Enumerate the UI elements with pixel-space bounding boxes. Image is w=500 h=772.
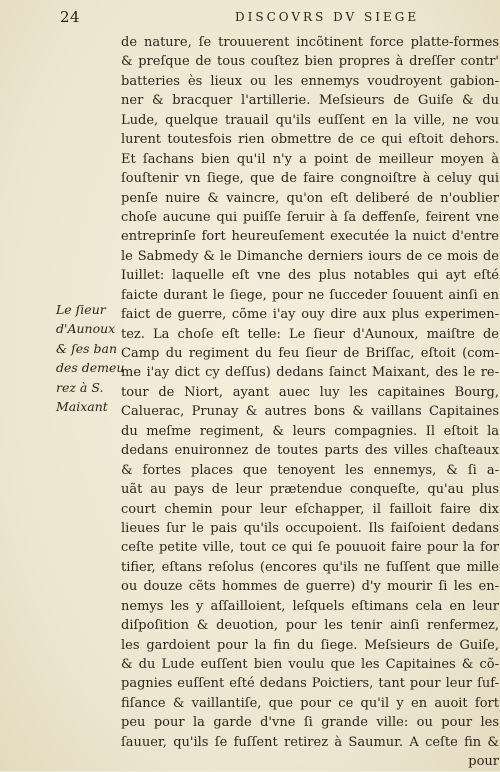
text-line: diſpoſition & deuotion, pour les tenir ainſi renfermez, (121, 618, 499, 634)
text-line: fiſance & vaillantiſe, que pour ce qu'il y en auoit fort (121, 695, 499, 711)
running-title: DISCOVRS DV SIEGE (235, 10, 420, 24)
text-line: lieues ſur le pais qu'ils occupoient. Ils faiſoient dedans (121, 520, 499, 536)
text-line: entreprinſe fort heureuſement executée la nuict d'entre (121, 229, 499, 245)
text-line: pour (468, 754, 499, 770)
text-line: Caluerac, Prunay & autres bons & vaillans Capitaines (121, 404, 499, 420)
text-line: lurent toutesfois rien obmettre de ce qui eſtoit dehors. (121, 132, 499, 148)
text-line: ner & bracquer l'artillerie. Meſsieurs de Guiſe & du (121, 93, 499, 109)
margin-note-line: & ſes ban (56, 340, 118, 356)
text-line: & preſque de tous couſtez bien propres à dreſſer contr' (121, 54, 499, 70)
margin-note-line: rez à S. (56, 379, 104, 395)
text-line: Et ſachans bien qu'il n'y a point de meilleur moyen à (121, 151, 499, 167)
text-line: tez. La choſe eſt telle: Le ſieur d'Aunoux, maiſtre de (121, 326, 499, 342)
margin-note-line: Le ſieur (56, 302, 106, 317)
text-line: tifier, eſtans reſolus (encores qu'ils ne fuſſent que mille (121, 559, 499, 575)
text-line: uãt au pays de leur prætendue conqueſte, qu'au plus (121, 482, 499, 498)
text-line: batteries ès lieux ou les ennemys voudroyent gabion- (121, 73, 499, 89)
text-line: Lude, quelque trauail qu'ils euſſent en la ville, ne vou (121, 112, 499, 128)
text-line: pagnies euſſent eſté dedans Poictiers, tant pour leur ſuf- (121, 676, 499, 692)
text-line: & du Lude euſſent bien voulu que les Capitaines & cõ- (121, 657, 499, 672)
page-header (60, 8, 500, 28)
margin-note-line: Maixant (56, 399, 108, 415)
margin-note-line: d'Aunoux (56, 321, 116, 337)
text-line: du meſme regiment, & leurs compagnies. Il eſtoit la (121, 423, 499, 439)
text-line: choſe aucune qui puiſſe ſeruir à ſa deffenſe, feirent vne (121, 209, 499, 225)
text-line: ceſte petite ville, tout ce qui ſe pouuoit faire pour la for (121, 540, 499, 556)
text-line: dedans enuironnez de toutes parts des villes chaſteaux (121, 443, 499, 459)
text-line: Camp du regiment du feu ſieur de Briſſac, eſtoit (com- (121, 346, 499, 361)
text-line: le Sabmedy & le Dimanche derniers iours de ce mois de (121, 248, 499, 264)
text-line: Iuillet: laquelle eſt vne des plus notables qui ayt eſté (121, 268, 499, 284)
text-line: nemys les y aſſailloient, leſquels eſtimans cela en leur (121, 598, 499, 614)
text-line: penſe nuire & vaincre, qu'on eſt deliberé de n'oublier (121, 190, 499, 206)
text-line: court chemin pour leur eſchapper, il failloit faire dix (121, 501, 499, 517)
text-line: ſouſtenir vn ſiege, que de faire congnoiſtre à celuy qui (121, 171, 499, 187)
text-line: ſauuer, qu'ils ſe fuſſent retirez à Saumur. A ceſte fin & (121, 734, 499, 750)
body-text (121, 33, 499, 772)
page-number: 24 (60, 8, 81, 26)
text-line: de nature, ſe trouuerent incõtinent force platte-formes (121, 35, 499, 50)
text-line: me i'ay dict cy deſſus) dedans ſainct Maixant, des le re- (121, 365, 499, 381)
margin-note-line: des demeu (56, 360, 125, 376)
text-line: & fortes places que tenoyent les ennemys, & ſi a- (121, 462, 499, 478)
text-line: ou douze cẽts hommes de guerre) d'y mourir ſi les en- (121, 579, 499, 595)
text-line: peu pour la garde d'vne ſi grande ville: ou pour les (121, 715, 499, 731)
text-line: tour de Niort, ayant auec luy les capitaines Bourg, (121, 384, 499, 400)
text-line: les gardoient pour la fin du ſiege. Meſsieurs de Guiſe, (121, 637, 499, 653)
text-line: faict de guerre, cõme i'ay ouy dire aux plus experimen- (121, 307, 499, 323)
margin-note (56, 300, 125, 417)
text-line: faicte durant le ſiege, pour ne ſucceder ſouuent ainſi en (121, 287, 499, 303)
